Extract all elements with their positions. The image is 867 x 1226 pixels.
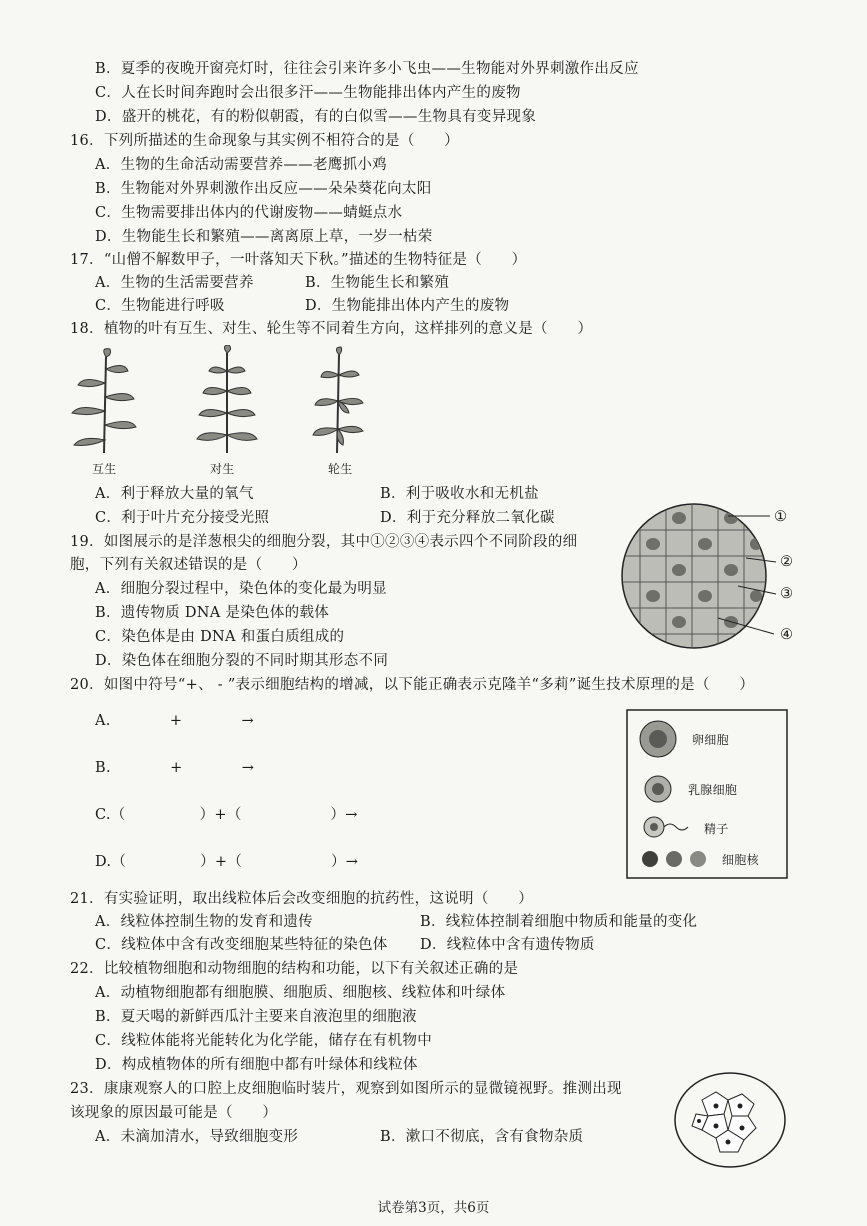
q20-option-c: C.（ ）+（ ）→ — [95, 807, 358, 823]
alternate-leaf-plant — [72, 349, 136, 453]
q19-option-c: C．染色体是由 DNA 和蛋白质组成的 — [95, 629, 345, 645]
page-footer: 试卷第3页，共6页 — [377, 1200, 490, 1216]
label-opposite: 对生 — [210, 462, 235, 476]
marker-4: ④ — [780, 627, 794, 643]
q15-option-b: B．夏季的夜晚开窗亮灯时，往往会引来许多小飞虫——生物能对外界刺激作出反应 — [95, 61, 639, 77]
q17-option-d: D．生物能排出体内产生的废物 — [305, 298, 510, 314]
microscope-field-figure — [672, 1070, 788, 1170]
q22-option-c: C．线粒体能将光能转化为化学能，储存在有机物中 — [95, 1033, 432, 1049]
q19-option-b: B．遗传物质 DNA 是染色体的载体 — [95, 605, 330, 621]
label-whorled: 轮生 — [328, 462, 353, 476]
q20-option-a: A. + → — [95, 713, 254, 729]
mammary-cell-icon — [645, 776, 671, 802]
q18-option-a: A．利于释放大量的氧气 — [95, 486, 254, 502]
q23-stem-line1: 23．康康观察人的口腔上皮细胞临时装片，观察到如图所示的显微镜视野。推测出现 — [70, 1081, 622, 1097]
legend-mammary-cell: 乳腺细胞 — [688, 783, 738, 797]
q18-option-c: C．利于叶片充分接受光照 — [95, 510, 270, 526]
marker-2: ② — [780, 554, 794, 570]
q16-option-b: B．生物能对外界刺激作出反应——朵朵葵花向太阳 — [95, 181, 432, 197]
q17-option-a: A．生物的生活需要营养 — [95, 275, 254, 291]
label-alternate: 互生 — [92, 462, 117, 476]
marker-1: ① — [774, 509, 788, 525]
q23-option-b: B．漱口不彻底，含有食物杂质 — [380, 1129, 584, 1145]
q18-option-b: B．利于吸收水和无机盐 — [380, 486, 539, 502]
q21-option-d: D．线粒体中含有遗传物质 — [420, 937, 595, 953]
q22-option-b: B．夏天喝的新鲜西瓜汁主要来自液泡里的细胞液 — [95, 1009, 417, 1025]
q17-option-b: B．生物能生长和繁殖 — [305, 275, 450, 291]
q18-option-d: D．利于充分释放二氧化碳 — [380, 510, 555, 526]
q19-stem-line1: 19．如图展示的是洋葱根尖的细胞分裂，其中①②③④表示四个不同阶段的细 — [70, 534, 578, 550]
q19-stem-line2: 胞，下列有关叙述错误的是（ ） — [70, 557, 307, 573]
q22-option-a: A．动植物细胞都有细胞膜、细胞质、细胞核、线粒体和叶绿体 — [95, 985, 506, 1001]
q15-option-d: D．盛开的桃花，有的粉似朝霞，有的白似雪——生物具有变异现象 — [95, 109, 537, 125]
q20-stem: 20．如图中符号“+、 - ”表示细胞结构的增减，以下能正确表示克隆羊“多莉”诞生技术原理的是（ ） — [70, 677, 755, 693]
q17-stem: 17．“山僧不解数甲子，一叶落知天下秋。”描述的生物特征是（ ） — [70, 252, 527, 268]
q19-option-d: D．染色体在细胞分裂的不同时期其形态不同 — [95, 653, 389, 669]
opposite-leaf-plant — [197, 345, 257, 453]
q18-stem: 18．植物的叶有互生、对生、轮生等不同着生方向，这样排列的意义是（ ） — [70, 321, 593, 337]
q21-option-a: A．线粒体控制生物的发育和遗传 — [95, 914, 313, 930]
q16-option-a: A．生物的生命活动需要营养——老鹰抓小鸡 — [95, 157, 387, 173]
egg-cell-icon — [640, 721, 676, 757]
q23-stem-line2: 该现象的原因最可能是（ ） — [70, 1105, 278, 1121]
q15-option-c: C．人在长时间奔跑时会出很多汗——生物能排出体内产生的废物 — [95, 85, 521, 101]
q22-stem: 22．比较植物细胞和动物细胞的结构和功能，以下有关叙述正确的是 — [70, 961, 519, 977]
q16-option-c: C．生物需要排出体内的代谢废物——蜻蜓点水 — [95, 205, 403, 221]
q17-option-c: C．生物能进行呼吸 — [95, 298, 225, 314]
legend-sperm: 精子 — [704, 822, 729, 836]
q23-option-a: A．未滴加清水，导致细胞变形 — [95, 1129, 299, 1145]
q20-option-d: D.（ ）+（ ）→ — [95, 854, 359, 870]
whorled-leaf-plant — [313, 347, 363, 453]
onion-root-tip-cells-figure — [618, 500, 796, 652]
leaf-arrangement-figure — [62, 345, 382, 457]
marker-3: ③ — [780, 586, 794, 602]
q16-stem: 16．下列所描述的生命现象与其实例不相符合的是（ ） — [70, 133, 460, 149]
q21-stem: 21．有实验证明，取出线粒体后会改变细胞的抗药性，这说明（ ） — [70, 891, 534, 907]
legend-egg-cell: 卵细胞 — [692, 733, 729, 747]
q20-option-b: B. + → — [95, 760, 255, 776]
sperm-icon — [644, 817, 688, 837]
nucleus-icons — [642, 851, 706, 867]
legend-nucleus: 细胞核 — [722, 853, 759, 867]
q21-option-b: B．线粒体控制着细胞中物质和能量的变化 — [420, 914, 698, 930]
q19-option-a: A．细胞分裂过程中，染色体的变化最为明显 — [95, 581, 387, 597]
q16-option-d: D．生物能生长和繁殖——离离原上草，一岁一枯荣 — [95, 229, 433, 245]
q22-option-d: D．构成植物体的所有细胞中都有叶绿体和线粒体 — [95, 1057, 418, 1073]
q21-option-c: C．线粒体中含有改变细胞某些特征的染色体 — [95, 937, 388, 953]
